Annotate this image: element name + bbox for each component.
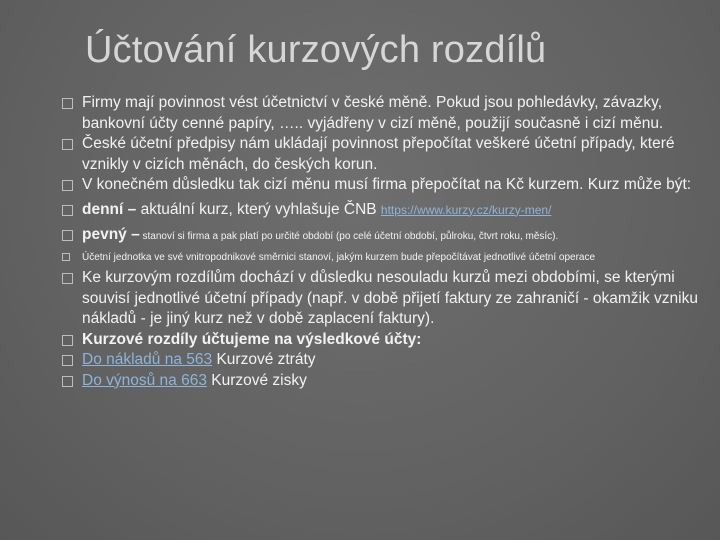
square-bullet-icon: [62, 180, 73, 191]
list-item: [62, 251, 712, 265]
list-item: [62, 200, 712, 221]
square-bullet-icon: [62, 205, 73, 216]
list-item-text: [82, 371, 712, 392]
list-item-text: Ke kurzovým rozdílům dochází v důsledku nesouladu kurzů mezi obdobími, se kterými souvisí jednotlivé účetní případy (např. v době přijetí faktury ze zahraničí - okamžik vzniku nákladů - je jiný kurz než v době zaplacení faktury).: [82, 269, 698, 327]
list-item-text: Kurzové rozdíly účtujeme na výsledkové účty:: [82, 330, 422, 348]
square-bullet-icon: [62, 253, 70, 261]
list-item-text: [82, 225, 712, 248]
list-item-text: České účetní předpisy nám ukládají povinnost přepočítat veškeré účetní případy, které vznikly v cizích měnách, do českých korun.: [82, 135, 675, 173]
list-item-text: [82, 350, 712, 371]
list-item: [62, 225, 712, 248]
square-bullet-icon: [62, 376, 73, 387]
list-item: [62, 330, 712, 351]
term-label: denní –: [82, 200, 137, 218]
square-bullet-icon: [62, 139, 73, 150]
cnb-rates-link[interactable]: https://www.kurzy.cz/kurzy-men/: [380, 202, 552, 217]
bullet-list: [62, 93, 712, 391]
list-item: [62, 93, 712, 134]
list-item-text: Firmy mají povinnost vést účetnictví v české měně. Pokud jsou pohledávky, závazky, bankovní účty cenné papíry, ….. vyjádřeny v cizí měně, použijí současně i cizí měnu.: [82, 94, 664, 132]
list-item: [62, 134, 712, 175]
list-item: [62, 175, 712, 196]
square-bullet-icon: [62, 355, 73, 366]
list-item: [62, 350, 712, 371]
list-item: [62, 268, 712, 330]
list-item-text: V konečném důsledku tak cizí měnu musí firma přepočítat na Kč kurzem. Kurz může být:: [82, 176, 692, 193]
term-description: aktuální kurz, který vyhlašuje ČNB: [136, 200, 381, 218]
square-bullet-icon: [62, 273, 73, 284]
square-bullet-icon: [62, 230, 73, 241]
revenues-663-link[interactable]: Do výnosů na 663: [82, 371, 207, 389]
square-bullet-icon: [62, 98, 73, 109]
link-description: Kurzové ztráty: [212, 351, 316, 368]
link-description: Kurzové zisky: [206, 371, 307, 389]
expenses-563-link[interactable]: Do nákladů na 563: [82, 351, 213, 368]
list-item-text: Účetní jednotka ve své vnitropodnikové směrnici stanoví, jakým kurzem bude přepočítávat jednotlivé účetní operace: [82, 251, 596, 263]
term-description: stanoví si firma a pak platí po určité období (po celé účetní období, půlroku, čtvrt roku, měsíc).: [139, 231, 559, 242]
slide-title: Účtování kurzových rozdílů: [85, 29, 547, 71]
square-bullet-icon: [62, 335, 73, 346]
list-item-text: [82, 200, 712, 221]
term-label: pevný –: [82, 226, 140, 243]
list-item: [62, 371, 712, 392]
